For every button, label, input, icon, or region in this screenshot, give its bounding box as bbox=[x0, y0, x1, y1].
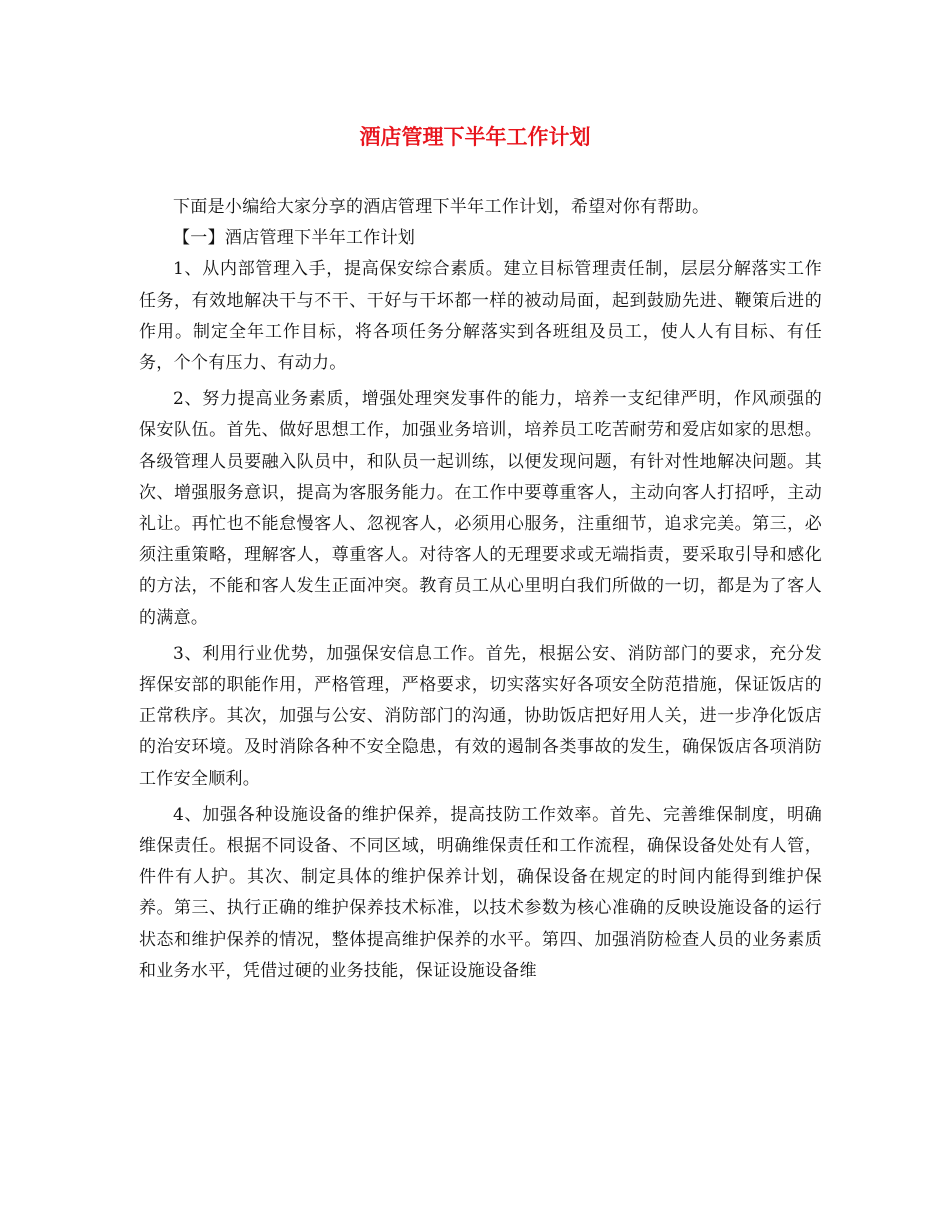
item-paragraph-3: 3、利用行业优势，加强保安信息工作。首先，根据公安、消防部门的要求，充分发挥保安部的职能作用，严格管理，严格要求，切实落实好各项安全防范措施，保证饭店的正常秩序。其次，加强与公安、消防部门的沟通，协助饭店把好用人关，进一步净化饭店的治安环境。及时消除各种不安全隐患，有效的遏制各类事故的发生，确保饭店各项消防工作安全顺利。 bbox=[139, 643, 822, 789]
intro-paragraph: 下面是小编给大家分享的酒店管理下半年工作计划，希望对你有帮助。 bbox=[173, 197, 710, 217]
item-paragraph-1: 1、从内部管理入手，提高保安综合素质。建立目标管理责任制，层层分解落实工作任务，有效地解决干与不干、干好与干坏都一样的被动局面，起到鼓励先进、鞭策后进的作用。制定全年工作目标，将各项任务分解落实到各班组及员工，使人人有目标、有任务，个个有压力、有动力。 bbox=[139, 259, 822, 374]
section-heading: 【一】酒店管理下半年工作计划 bbox=[173, 228, 416, 249]
document-body bbox=[139, 192, 822, 987]
item-paragraph-4: 4、加强各种设施设备的维护保养，提高技防工作效率。首先、完善维保制度，明确维保责任。根据不同设备、不同区域，明确维保责任和工作流程，确保设备处处有人管，件件有人护。其次、制定具体的维护保养计划，确保设备在规定的时间内能得到维护保养。第三、执行正确的维护保养技术标准，以技术参数为核心准确的反映设施设备的运行状态和维护保养的情况，整体提高维护保养的水平。第四、加强消防检查人员的业务素质和业务水平，凭借过硬的业务技能，保证设施设备维 bbox=[139, 804, 822, 981]
item-paragraph-2: 2、努力提高业务素质，增强处理突发事件的能力，培养一支纪律严明，作风顽强的保安队伍。首先、做好思想工作，加强业务培训，培养员工吃苦耐劳和爱店如家的思想。各级管理人员要融入队员中，和队员一起训练，以便发现问题，有针对性地解决问题。其次、增强服务意识，提高为客服务能力。在工作中要尊重客人，主动向客人打招呼，主动礼让。再忙也不能怠慢客人、忽视客人，必须用心服务，注重细节，追求完美。第三，必须注重策略，理解客人，尊重客人。对待客人的无理要求或无端指责，要采取引导和感化的方法，不能和客人发生正面冲突。教育员工从心里明白我们所做的一切，都是为了客人的满意。 bbox=[139, 389, 822, 628]
document-title: 酒店管理下半年工作计划 bbox=[359, 124, 591, 149]
